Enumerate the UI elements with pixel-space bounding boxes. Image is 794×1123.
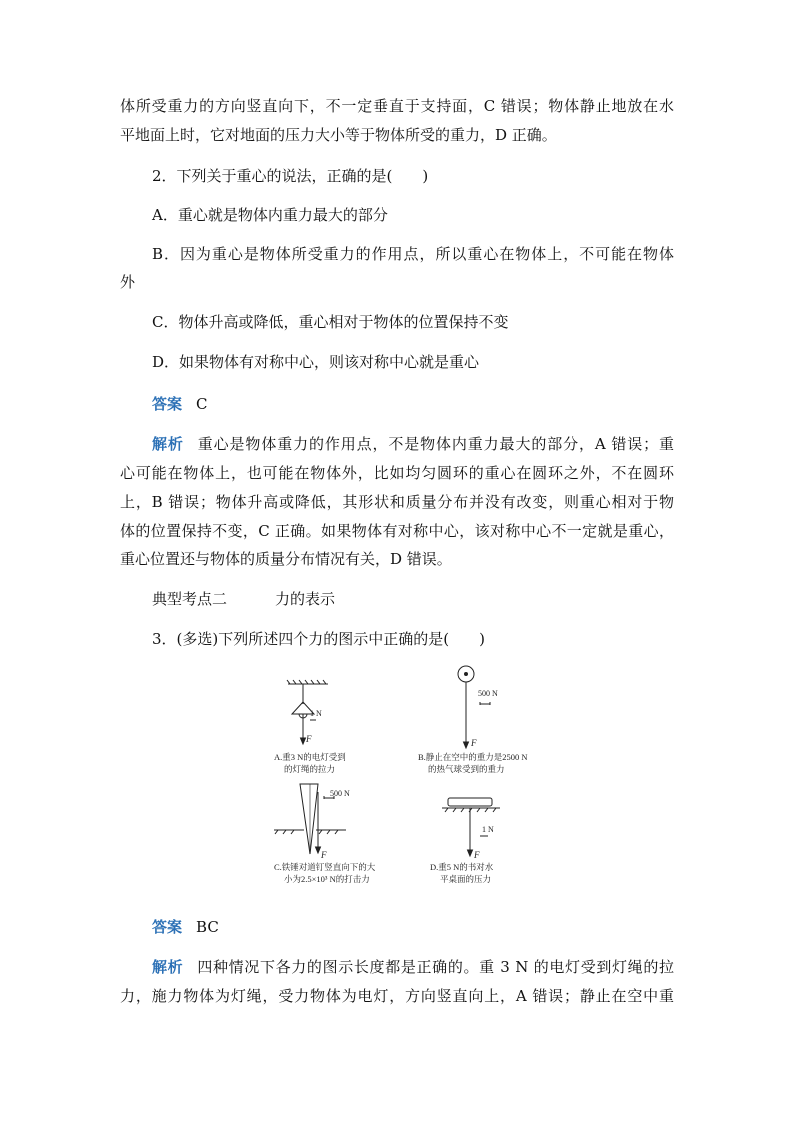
question-2-option-d: D．如果物体有对称中心，则该对称中心就是重心	[152, 353, 480, 371]
question-3-analysis-line	[152, 957, 674, 977]
question-2-option-b-cont: 外	[120, 273, 136, 291]
caption-a-line1: A.重3 N的电灯受到	[274, 752, 346, 762]
answer-value: C	[196, 395, 208, 413]
caption-b-line2: 的热气球受到的重力	[428, 764, 505, 774]
question-3-analysis-line: 力，施力物体为灯绳，受力物体为电灯，方向竖直向上，A 错误；静止在空中重	[120, 987, 674, 1005]
question-2-analysis-line: 心可能在物体上，也可能在物体外，比如均匀圆环的重心在圆环之外，不在圆环	[120, 464, 674, 482]
force-diagram-figure	[266, 658, 558, 894]
question-2-analysis-line: 体的位置保持不变，C 正确。如果物体有对称中心，该对称中心不一定就是重心，	[120, 522, 674, 540]
caption-d-line1: D.重5 N的书对水	[430, 862, 494, 872]
analysis-label: 解析	[152, 958, 184, 976]
question-2-option-c: C．物体升高或降低，重心相对于物体的位置保持不变	[152, 313, 509, 331]
scale-label-c: 500 N	[330, 789, 350, 798]
force-symbol-b: F	[471, 738, 477, 748]
scale-label-b: 500 N	[478, 689, 498, 698]
caption-b-line1: B.静止在空中的重力是2500 N	[418, 752, 528, 762]
analysis-text: 四种情况下各力的图示长度都是正确的。重 3 N 的电灯受到灯绳的拉	[197, 958, 674, 976]
panel-b-balloon	[458, 666, 490, 748]
question-2-stem: 2．下列关于重心的说法，正确的是( )	[152, 167, 429, 185]
caption-a-line2: 的灯绳的拉力	[284, 764, 336, 774]
caption-d-line2: 平桌面的压力	[440, 874, 492, 884]
question-3-answer	[152, 917, 219, 937]
question-2-answer	[152, 394, 208, 414]
force-symbol-d: F	[474, 850, 480, 860]
question-2-analysis-line	[152, 434, 674, 454]
answer-value: BC	[196, 918, 219, 936]
question-2-option-b: B．因为重心是物体所受重力的作用点，所以重心在物体上，不可能在物体	[152, 245, 674, 263]
question-2-analysis-line: 上，B 错误；物体升高或降低，其形状和质量分布并没有改变，则重心相对于物	[120, 493, 674, 511]
question-3-stem: 3．(多选)下列所述四个力的图示中正确的是( )	[152, 630, 485, 648]
scale-label-a: 1 N	[310, 709, 322, 718]
section-title: 力的表示	[275, 590, 336, 608]
answer-label: 答案	[152, 918, 183, 936]
answer-label: 答案	[152, 395, 183, 413]
force-symbol-c: F	[321, 850, 327, 860]
force-symbol-a: F	[306, 734, 312, 744]
paragraph-line: 体所受重力的方向竖直向下，不一定垂直于支持面，C 错误；物体静止地放在水	[120, 97, 674, 115]
section-label: 典型考点二	[152, 590, 228, 608]
caption-c-line2: 小为2.5×10³ N的打击力	[284, 874, 370, 884]
question-2-option-a: A．重心就是物体内重力最大的部分	[152, 206, 388, 224]
question-2-analysis-line: 重心位置还与物体的质量分布情况有关，D 错误。	[120, 550, 452, 568]
paragraph-line: 平地面上时，它对地面的压力大小等于物体所受的重力，D 正确。	[120, 126, 557, 144]
caption-c-line1: C.铁锤对道钉竖直向下的大	[274, 862, 376, 872]
analysis-text: 重心是物体重力的作用点，不是物体内重力最大的部分，A 错误；重	[197, 435, 674, 453]
section-heading	[152, 589, 335, 609]
analysis-label: 解析	[152, 435, 184, 453]
scale-label-d: 1 N	[482, 825, 494, 834]
